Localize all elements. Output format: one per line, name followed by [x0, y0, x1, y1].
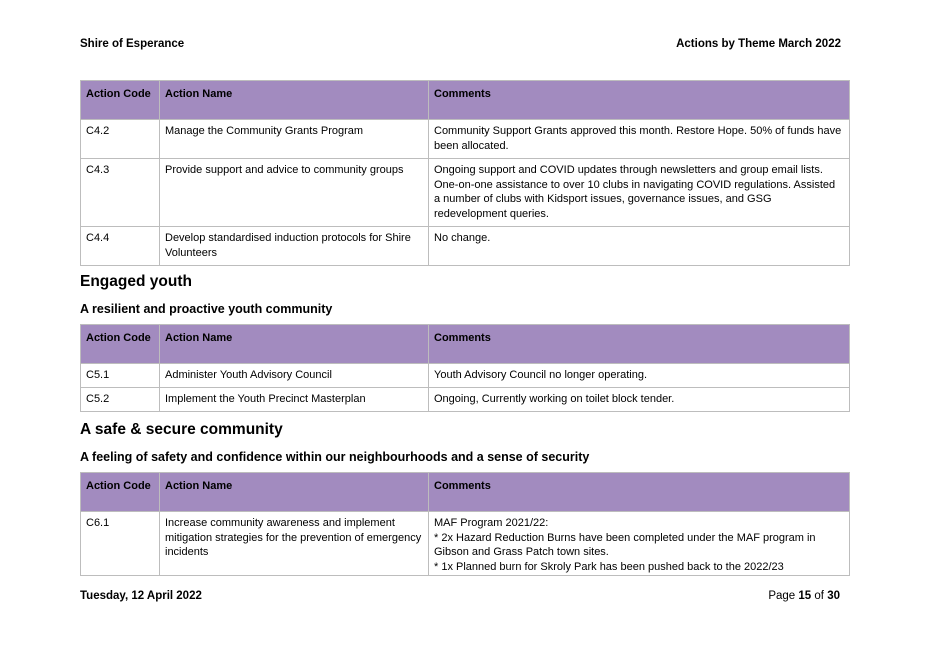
cell-name: Develop standardised induction protocols for Shire Volunteers	[160, 227, 429, 266]
table-row	[81, 364, 850, 388]
footer-page-number	[768, 590, 840, 602]
section-subheading-youth: A resilient and proactive youth community	[80, 302, 333, 316]
table-header-row	[81, 81, 850, 120]
cell-code: C4.2	[81, 120, 160, 159]
actions-table-c4	[80, 80, 850, 266]
cell-comments	[429, 512, 850, 576]
cell-name: Provide support and advice to community groups	[160, 159, 429, 227]
cell-code: C5.2	[81, 388, 160, 412]
cell-name: Administer Youth Advisory Council	[160, 364, 429, 388]
actions-table-c5	[80, 324, 850, 412]
cell-comments: Community Support Grants approved this month. Restore Hope. 50% of funds have been allocated.	[429, 120, 850, 159]
cell-code: C5.1	[81, 364, 160, 388]
table-header-row	[81, 473, 850, 512]
cell-comments: Ongoing, Currently working on toilet block tender.	[429, 388, 850, 412]
col-header-comments: Comments	[429, 325, 850, 364]
col-header-code: Action Code	[81, 325, 160, 364]
table-row	[81, 159, 850, 227]
page-prefix: Page	[768, 590, 796, 602]
cell-name: Increase community awareness and implement mitigation strategies for the prevention of emergency incidents	[160, 512, 429, 576]
cell-comments: No change.	[429, 227, 850, 266]
comment-line: MAF Program 2021/22:	[434, 517, 549, 529]
col-header-code: Action Code	[81, 473, 160, 512]
footer-date: Tuesday, 12 April 2022	[80, 590, 202, 602]
col-header-name: Action Name	[160, 473, 429, 512]
col-header-code: Action Code	[81, 81, 160, 120]
comment-line: * 1x Planned burn for Skroly Park has been pushed back to the 2022/23	[434, 560, 784, 573]
col-header-name: Action Name	[160, 325, 429, 364]
header-doc-title: Actions by Theme March 2022	[676, 38, 841, 50]
col-header-name: Action Name	[160, 81, 429, 120]
table-row	[81, 388, 850, 412]
cell-name: Manage the Community Grants Program	[160, 120, 429, 159]
header-org: Shire of Esperance	[80, 38, 185, 50]
cell-code: C6.1	[81, 512, 160, 576]
section-subheading-safety: A feeling of safety and confidence within our neighbourhoods and a sense of security	[80, 450, 590, 464]
actions-table-c6	[80, 472, 850, 576]
comment-line: * 2x Hazard Reduction Burns have been completed under the MAF program in Gibson and Grass Patch town sites.	[434, 531, 816, 558]
cell-code: C4.4	[81, 227, 160, 266]
cell-comments: Ongoing support and COVID updates through newsletters and group email lists. One-on-one assistance to over 10 clubs in navigating COVID regulations. Assisted a number of clubs with Kidsport issues, governance issues, and GSG redevelopment queries.	[429, 159, 850, 227]
cell-name: Implement the Youth Precinct Masterplan	[160, 388, 429, 412]
col-header-comments: Comments	[429, 473, 850, 512]
table-row	[81, 120, 850, 159]
table-row	[81, 512, 850, 576]
col-header-comments: Comments	[429, 81, 850, 120]
table-header-row	[81, 325, 850, 364]
cell-comments: Youth Advisory Council no longer operating.	[429, 364, 850, 388]
section-heading-safe-secure: A safe & secure community	[80, 421, 283, 438]
page-total: 30	[827, 590, 840, 602]
page-of: of	[814, 590, 824, 602]
table-row	[81, 227, 850, 266]
section-heading-engaged-youth: Engaged youth	[80, 273, 192, 290]
page-current: 15	[798, 590, 812, 602]
cell-code: C4.3	[81, 159, 160, 227]
